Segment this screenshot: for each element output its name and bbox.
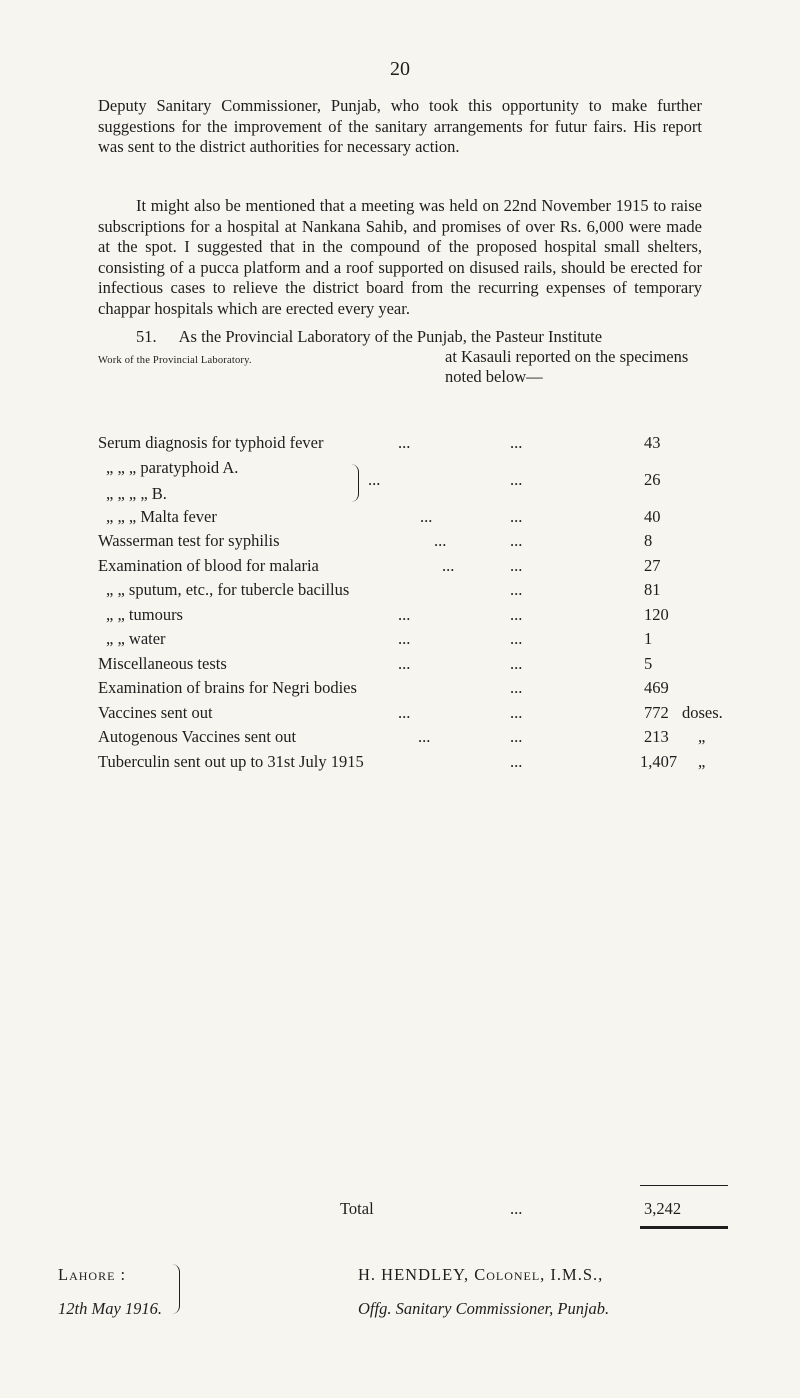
- row-label: Autogenous Vaccines sent out: [98, 727, 297, 746]
- leader-dots: ...: [398, 629, 411, 648]
- row-label: „ „ „ „ B.: [106, 483, 167, 503]
- row-label: „ „ sputum, etc., for tubercle bacillus: [106, 580, 350, 599]
- signatory-name: H. HENDLEY, Colonel, I.M.S.,: [358, 1265, 604, 1284]
- signature-place-date: [58, 1258, 162, 1326]
- table-row: [98, 752, 738, 777]
- leader-dots: ...: [398, 653, 411, 673]
- specimens-table: [98, 433, 738, 776]
- row-value: 8: [644, 531, 653, 550]
- row-value: 1,407: [640, 751, 678, 771]
- row-value: 5: [644, 653, 653, 673]
- paragraph-3: [98, 327, 702, 387]
- row-value: 43: [644, 433, 661, 452]
- leader-dots: ...: [510, 678, 523, 697]
- total-value: 3,242: [644, 1199, 682, 1218]
- table-row: [98, 727, 738, 752]
- leader-dots: ...: [368, 469, 381, 489]
- row-unit: „: [698, 727, 706, 746]
- total-label: Total: [340, 1199, 374, 1218]
- table-row-group: [98, 458, 738, 507]
- row-value: 26: [644, 469, 661, 489]
- table-row: [98, 580, 738, 605]
- leader-dots: ...: [420, 506, 433, 526]
- leader-dots: ...: [510, 469, 523, 489]
- leader-dots: ...: [398, 702, 411, 722]
- leader-dots: ...: [510, 604, 523, 624]
- table-row: [98, 629, 738, 654]
- row-unit: doses.: [682, 702, 723, 722]
- signature-block: [358, 1258, 609, 1326]
- signature-date: 12th May 1916.: [58, 1299, 163, 1318]
- leader-dots: ...: [510, 531, 523, 550]
- leader-dots: ...: [510, 1199, 523, 1218]
- leader-dots: ...: [510, 555, 523, 575]
- table-row: [98, 605, 738, 630]
- row-value: 40: [644, 506, 661, 526]
- paragraph-3-line-1: As the Provincial Laboratory of the Punjab, the Pasteur Institute: [178, 327, 603, 346]
- row-label: Examination of blood for malaria: [98, 555, 319, 575]
- marginal-note: Work of the Provincial Laboratory.: [98, 355, 252, 366]
- signatory-title: Offg. Sanitary Commissioner, Punjab.: [358, 1299, 610, 1318]
- total-double-rule: [640, 1226, 728, 1229]
- row-label: Tuberculin sent out up to 31st July 1915: [98, 751, 364, 771]
- leader-dots: ...: [398, 604, 411, 624]
- leader-dots: ...: [398, 433, 411, 452]
- paragraph-2: It might also be mentioned that a meeting was held on 22nd November 1915 to raise subscriptions for a hospital at Nankana Sahib, and promises of over Rs. 6,000 were made at the spot. I suggested that in the compound of the proposed hospital small shelters, consisting of a pucca platform and a roof supported on disused rails, should be erected for infectious cases to relieve the district board from the recurring expenses of temporary chappar hospitals which are erected every year.: [98, 196, 702, 318]
- row-value: 27: [644, 555, 661, 575]
- row-unit: „: [698, 751, 706, 771]
- paragraph-3-line-3: noted below—: [445, 367, 543, 386]
- table-row: [98, 703, 738, 728]
- total-row: [98, 1199, 738, 1223]
- paragraph-3-line-2: at Kasauli reported on the specimens: [445, 347, 689, 366]
- leader-dots: ...: [434, 531, 447, 550]
- row-value: 120: [644, 604, 669, 624]
- table-row: [98, 433, 738, 458]
- row-label: Examination of brains for Negri bodies: [98, 678, 357, 697]
- row-label: „ „ „ paratyphoid A.: [106, 457, 239, 477]
- table-row: [98, 556, 738, 581]
- paragraph-3-first-line: [98, 327, 702, 347]
- curly-brace: [350, 464, 359, 502]
- paragraph-number: 51.: [136, 327, 157, 346]
- signature-place: Lahore :: [58, 1265, 127, 1284]
- row-label: „ „ „ Malta fever: [106, 506, 217, 526]
- leader-dots: ...: [510, 653, 523, 673]
- row-label: Miscellaneous tests: [98, 653, 227, 673]
- leader-dots: ...: [510, 702, 523, 722]
- leader-dots: ...: [510, 751, 523, 771]
- leader-dots: ...: [510, 433, 523, 452]
- table-row: [98, 507, 738, 532]
- total-rule: [640, 1185, 728, 1186]
- leader-dots: ...: [510, 629, 523, 648]
- row-value: 772: [644, 702, 669, 722]
- row-value: 81: [644, 580, 661, 599]
- row-value: 213: [644, 727, 669, 746]
- leader-dots: ...: [510, 727, 523, 746]
- leader-dots: ...: [442, 555, 455, 575]
- table-row: [98, 678, 738, 703]
- row-label: Vaccines sent out: [98, 702, 213, 722]
- paragraph-1: Deputy Sanitary Commissioner, Punjab, who took this opportunity to make further suggestions for the improvement of the sanitary arrangements for futur fairs. His report was sent to the district authorities for necessary action.: [98, 96, 702, 156]
- row-label: Wasserman test for syphilis: [98, 531, 280, 550]
- page-number: 20: [390, 58, 410, 80]
- row-label: Serum diagnosis for typhoid fever: [98, 433, 324, 452]
- row-value: 469: [644, 678, 669, 697]
- table-row: [98, 654, 738, 679]
- leader-dots: ...: [510, 580, 523, 599]
- table-row: [98, 531, 738, 556]
- row-label: „ „ water: [106, 629, 166, 648]
- row-value: 1: [644, 629, 653, 648]
- leader-dots: ...: [418, 727, 431, 746]
- row-label: „ „ tumours: [106, 604, 183, 624]
- curly-brace: [172, 1264, 180, 1314]
- leader-dots: ...: [510, 506, 523, 526]
